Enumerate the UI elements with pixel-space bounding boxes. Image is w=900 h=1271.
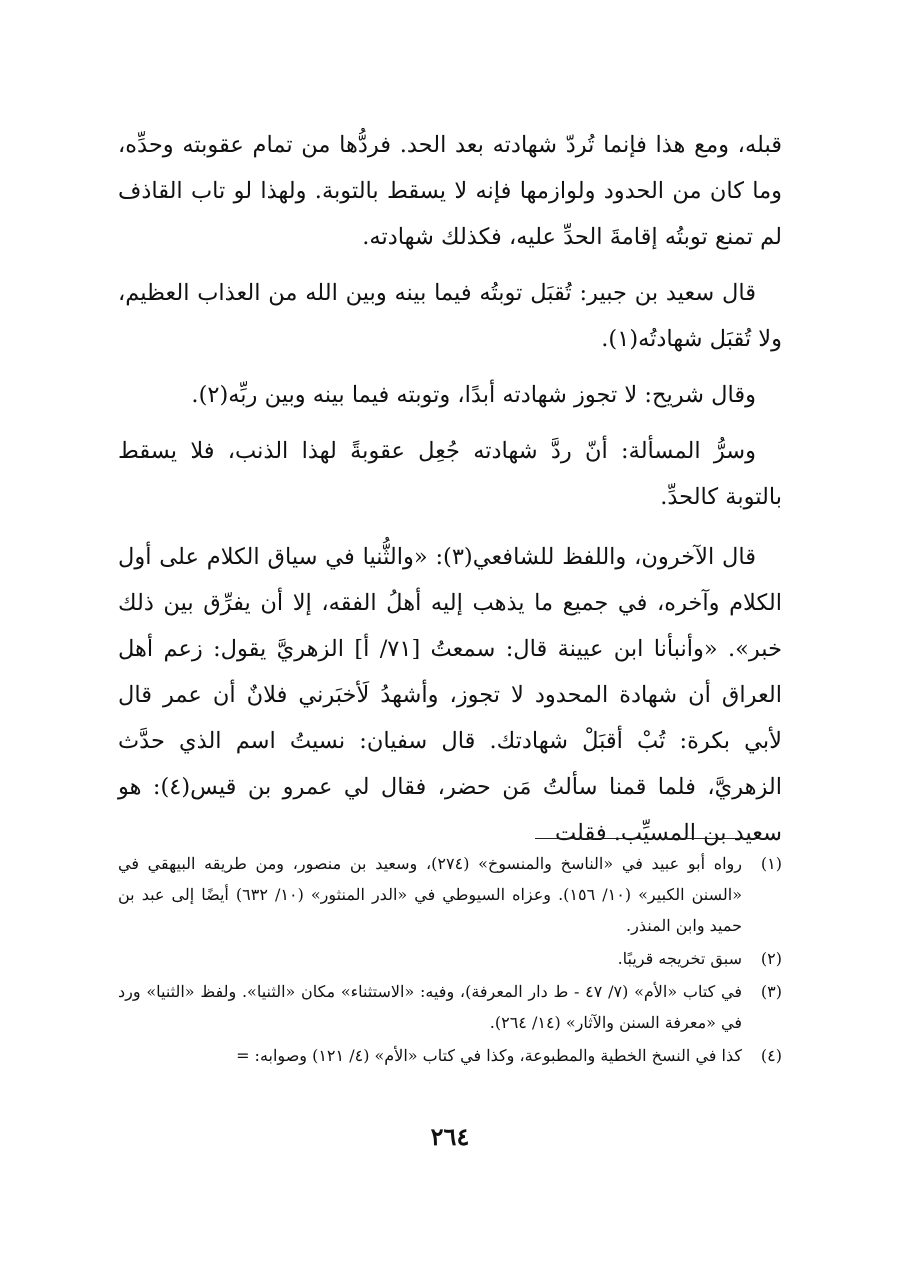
main-text bbox=[118, 122, 782, 866]
footnote-text: كذا في النسخ الخطية والمطبوعة، وكذا في كتاب «الأم» (٤/ ١٢١) وصوابه: = bbox=[236, 1046, 742, 1065]
footnote-number: (١) bbox=[760, 854, 782, 873]
paragraph-3: وقال شريح: لا تجوز شهادته أبدًا، وتوبته فيما بينه وبين ربِّه(٢). bbox=[191, 382, 756, 408]
footnote bbox=[118, 1040, 782, 1071]
paragraph-1: قبله، ومع هذا فإنما تُردّ شهادته بعد الحد. فردُّها من تمام عقوبته وحدِّه، وما كان من الحدود ولوازمها فإنه لا يسقط بالتوبة. ولهذا لو تاب القاذف لم تمنع توبتُه إقامةَ الحدِّ عليه، فكذلك شهادته. bbox=[118, 132, 782, 250]
paragraph-5: قال الآخرون، واللفظ للشافعي(٣): «والثُّنيا في سياق الكلام على أول الكلام وآخره، في جميع ما يذهب إليه أهلُ الفقه، إلا أن يفرِّق بين ذلك خبر». «وأنبأنا ابن عيينة قال: سمعتُ [٧١/ أ] الزهريَّ يقول: زعم أهل العراق أن شهادة المحدود لا تجوز، وأشهدُ لَأخبَرني فلانٌ أن عمر قال لأبي بكرة: تُبْ أقبَلْ شهادتك. قال سفيان: نسيتُ اسم الذي حدَّث الزهريَّ، فلما قمنا سألتُ مَن حضر، فقال لي عمرو بن قيس(٤): هو سعيد بن المسيِّب. فقلت bbox=[118, 544, 782, 846]
paragraph-2: قال سعيد بن جبير: تُقبَل توبتُه فيما بينه وبين الله من العذاب العظيم، ولا تُقبَل شهادتُه(١). bbox=[118, 280, 782, 352]
footnote-number: (٢) bbox=[760, 949, 782, 968]
footnotes bbox=[118, 848, 782, 1073]
footnote bbox=[118, 976, 782, 1038]
footnote-text: في كتاب «الأم» (٧/ ٤٧ - ط دار المعرفة)، وفيه: «الاستثناء» مكان «الثنيا». ولفظ «الثنيا» ورد في «معرفة السنن والآثار» (١٤/ ٢٦٤). bbox=[118, 982, 742, 1032]
footnote-text: سبق تخريجه قريبًا. bbox=[617, 949, 742, 968]
footnote-number: (٤) bbox=[760, 1046, 782, 1065]
footnote-divider bbox=[535, 838, 780, 839]
footnote-text: رواه أبو عبيد في «الناسخ والمنسوخ» (٢٧٤)، وسعيد بن منصور، ومن طريقه البيهقي في «السنن الكبير» (١٠/ ١٥٦). وعزاه السيوطي في «الدر المنثور» (١٠/ ٦٣٢) أيضًا إلى عبد بن حميد وابن المنذر. bbox=[118, 854, 743, 935]
footnote bbox=[118, 848, 782, 941]
page-number: ٢٦٤ bbox=[430, 1122, 470, 1151]
footnote bbox=[118, 943, 782, 974]
footnote-number: (٣) bbox=[760, 982, 782, 1001]
paragraph-4: وسرُّ المسألة: أنّ ردَّ شهادته جُعِل عقوبةً لهذا الذنب، فلا يسقط بالتوبة كالحدِّ. bbox=[118, 438, 782, 510]
